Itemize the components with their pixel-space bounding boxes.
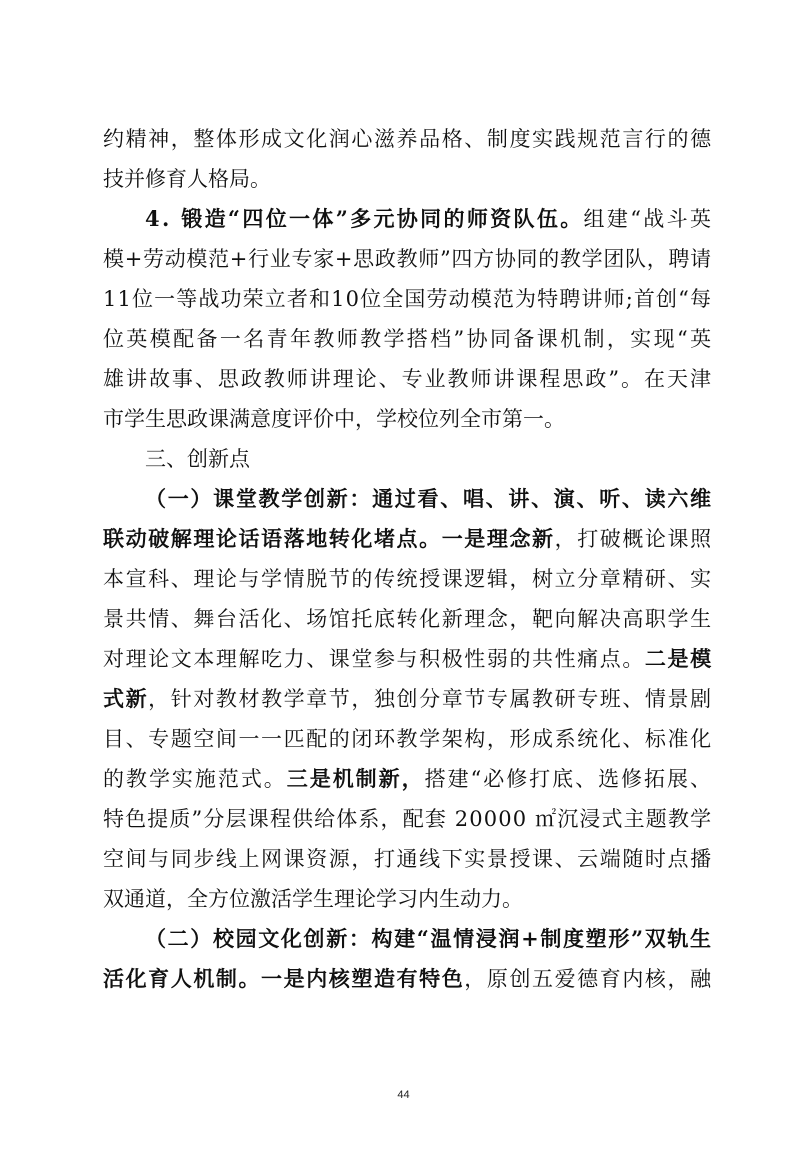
text-segment: 对理论文本理解吃力、课堂参与积极性弱的共性痛点。 [103,647,645,671]
text-segment: 市学生思政课满意度评价中，学校位列全市第一。 [103,407,565,431]
text-segment: 组建“战斗英 [583,207,714,231]
text-segment: 位英模配备一名青年教师教学搭档”协同备课机制，实现“英 [103,327,714,351]
text-segment: ，针对教材教学章节，独创分章节专属教研专班、情景剧 [148,687,713,711]
bold-text-segment: 活化育人机制。一是内核塑造有特色 [103,966,465,991]
bold-text-segment: 联动破解理论话语落地转化堵点。一是理念新 [103,526,555,551]
bold-text-segment: （二）校园文化创新：构建“温情浸润+制度塑形”双轨生 [145,926,713,951]
text-segment: 的教学实施范式。 [103,767,287,791]
text-segment: 特色提质”分层课程供给体系，配套 20000 ㎡沉浸式主题教学 [103,807,713,831]
text-segment: 空间与同步线上网课资源，打通线下实景授课、云端随时点播 [103,847,713,871]
text-segment: 目、专题空间一一匹配的闭环教学架构，形成系统化、标准化 [103,727,713,751]
text-segment: 三、创新点 [145,447,250,471]
bold-text-segment: 二是模 [644,646,713,671]
bold-text-segment: （一）课堂教学创新：通过看、唱、讲、演、听、读六维 [145,486,713,511]
text-segment: 双通道，全方位激活学生理论学习内生动力。 [103,887,523,911]
text-segment: 雄讲故事、思政教师讲理论、专业教师讲课程思政”。在天津 [103,367,713,391]
text-segment: 搭建“必修打底、选修拓展、 [424,767,713,791]
text-segment: 11位一等战功荣立者和10位全国劳动模范为特聘讲师;首创“每 [103,287,713,311]
text-segment: ，打破概论课照 [554,527,713,551]
text-line [0,954,807,1004]
text-segment: 约精神，整体形成文化润心滋养品格、制度实践规范言行的德 [103,127,713,151]
text-segment: 本宣科、理论与学情脱节的传统授课逻辑，树立分章精研、实 [103,567,713,591]
text-segment: 技并修育人格局。 [103,167,271,191]
bold-text-segment: 式新 [103,686,149,711]
bold-text-segment: 三是机制新， [286,766,425,791]
page-number: 44 [397,1089,410,1101]
bold-text-segment: 4. 锻造“四位一体”多元协同的师资队伍。 [145,206,584,231]
text-segment: 模+劳动模范+行业专家+思政教师”四方协同的教学团队，聘请 [103,247,712,271]
text-segment: ，原创五爱德育内核，融 [464,967,713,991]
text-segment: 景共情、舞台活化、场馆托底转化新理念，靶向解决高职学生 [103,607,713,631]
